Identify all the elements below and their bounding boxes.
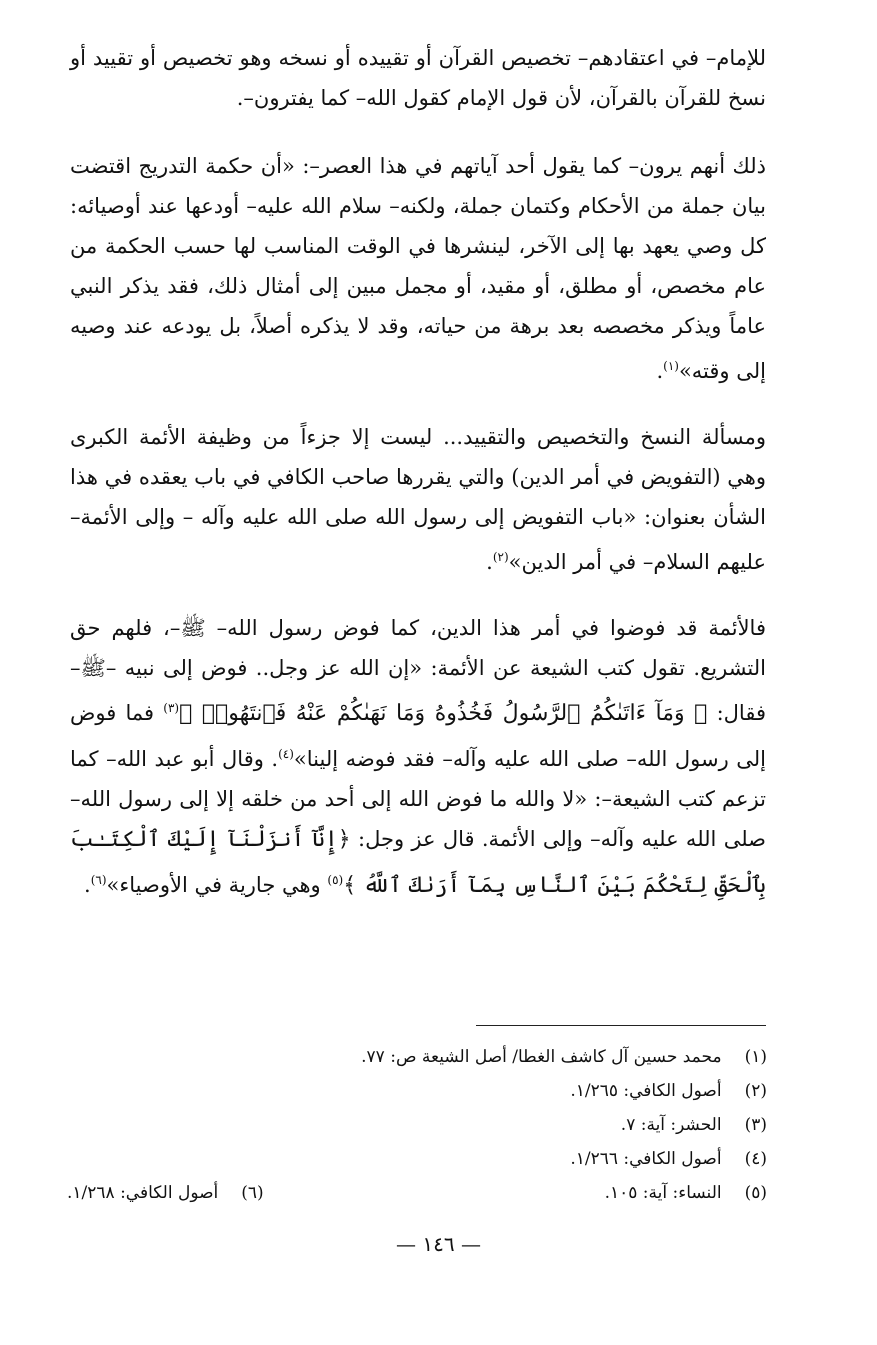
footnote-ref-5[interactable]: (٥) xyxy=(327,873,344,887)
footnote-text: النساء: آية: ١٠٥. xyxy=(604,1183,722,1203)
footnote-text: الحشر: آية: ٧. xyxy=(620,1115,722,1135)
paragraph-2-tail: . xyxy=(656,359,664,383)
footnote-number: (٦) xyxy=(241,1183,264,1203)
paragraph-2 xyxy=(70,146,766,391)
footnote-text: محمد حسين آل كاشف الغطا/ أصل الشيعة ص: ٧٧. xyxy=(361,1047,722,1067)
footnote-divider xyxy=(476,1025,766,1026)
footnote-ref-2[interactable]: (٢) xyxy=(492,550,509,564)
paragraph-2-text: ذلك أنهم يرون– كما يقول أحد آياتهم في هذا العصر–: «أن حكمة التدريج اقتضت بيان جملة من الأحكام وكتمان جملة، ولكنه– سلام الله عليه– أودعها عند أوصيائه: كل وصي يعهد بها إلى الآخر، لينشرها في الوقت المناسب لها حسب الحكمة من عام مخصص، أو مطلق، أو مقيد، أو مجمل مبين إلى أمثال ذلك، فقد يذكر النبي عاماً ويذكر مخصصه بعد برهة من حياته، وقد لا يذكره أصلاً، بل يودعه عند وصيه إلى وقته» xyxy=(70,154,766,383)
page-number: — ١٤٦ — xyxy=(396,1232,481,1256)
paragraph-4-tail: . xyxy=(84,873,91,897)
paragraph-4-part-b: فما فوض إلى رسول الله– صلى الله عليه وآله– فقد فوضه إلينا» xyxy=(70,701,766,771)
quran-verse-2: ﴿إِنَّآ أَنزَلْنَآ إِلَيْكَ ٱلْكِتَـٰبَ بِٱلْحَقِّ لِتَحْكُمَ بَيْنَ ٱلنَّاسِ بِمَآ أَرَىٰكَ ٱللَّهُ ﴾ xyxy=(70,827,766,898)
footnotes xyxy=(67,1040,767,1210)
footnote-6 xyxy=(67,1176,264,1210)
footnote-number: (٥) xyxy=(744,1183,767,1203)
paragraph-4-part-a: فالأئمة قد فوضوا في أمر هذا الدين، كما فوض رسول الله– ﷺ–، فلهم حق التشريع. تقول كتب الشيعة عن الأئمة: «إن الله عز وجل.. فوض إلى نبيه –ﷺ– فقال: xyxy=(70,616,766,725)
paragraph-1-text: للإمام– في اعتقادهم– تخصيص القرآن أو تقييده أو نسخه وهو تخصيص أو تقييد أو نسخ للقرآن بالقرآن، لأن قول الإمام كقول الله– كما يفترون–. xyxy=(70,46,766,110)
paragraph-4 xyxy=(70,608,766,906)
footnote-number: (٣) xyxy=(744,1115,767,1135)
paragraph-1 xyxy=(70,38,766,118)
footnote-text: أصول الكافي: ١/٢٦٥. xyxy=(570,1081,722,1101)
paragraph-3 xyxy=(70,417,766,582)
footnote-number: (٢) xyxy=(744,1081,767,1101)
footnote-4 xyxy=(67,1142,767,1176)
footnote-ref-1[interactable]: (١) xyxy=(663,359,679,373)
footnote-1 xyxy=(67,1040,767,1074)
footnote-number: (٤) xyxy=(744,1149,767,1169)
footnote-text: أصول الكافي: ١/٢٦٨. xyxy=(67,1183,219,1203)
footnote-number: (١) xyxy=(744,1047,767,1067)
footnote-text: أصول الكافي: ١/٢٦٦. xyxy=(570,1149,722,1169)
footnote-2 xyxy=(67,1074,767,1108)
quran-verse-1: ﴿ وَمَآ ءَاتَىٰكُمُ ٱلرَّسُولُ فَخُذُوهُ وَمَا نَهَىٰكُمْ عَنْهُ فَٱنتَهُوا۟ ﴾ xyxy=(179,701,708,726)
footnote-ref-3[interactable]: (٣) xyxy=(163,701,180,715)
footnote-ref-6[interactable]: (٦) xyxy=(90,873,107,887)
footnote-3 xyxy=(67,1108,767,1142)
footnote-ref-4[interactable]: (٤) xyxy=(278,747,294,761)
paragraph-3-tail: . xyxy=(486,550,493,574)
paragraph-4-part-d: وهي جارية في الأوصياء» xyxy=(106,873,321,897)
main-text xyxy=(70,38,766,932)
paragraph-4-part-c: . وقال أبو عبد الله– كما تزعم كتب الشيعة–: «لا والله ما فوض الله إلى أحد من خلقه إلا إلى رسول الله– صلى الله عليه وآله– وإلى الأئمة. قال عز وجل: xyxy=(70,747,766,851)
paragraph-3-text: ومسألة النسخ والتخصيص والتقييد... ليست إلا جزءاً من وظيفة الأئمة الكبرى وهي (التفويض في أمر الدين) والتي يقررها صاحب الكافي في باب يعقده في هذا الشأن بعنوان: «باب التفويض إلى رسول الله صلى الله عليه وآله – وإلى الأئمة– عليهم السلام– في أمر الدين» xyxy=(70,425,766,574)
